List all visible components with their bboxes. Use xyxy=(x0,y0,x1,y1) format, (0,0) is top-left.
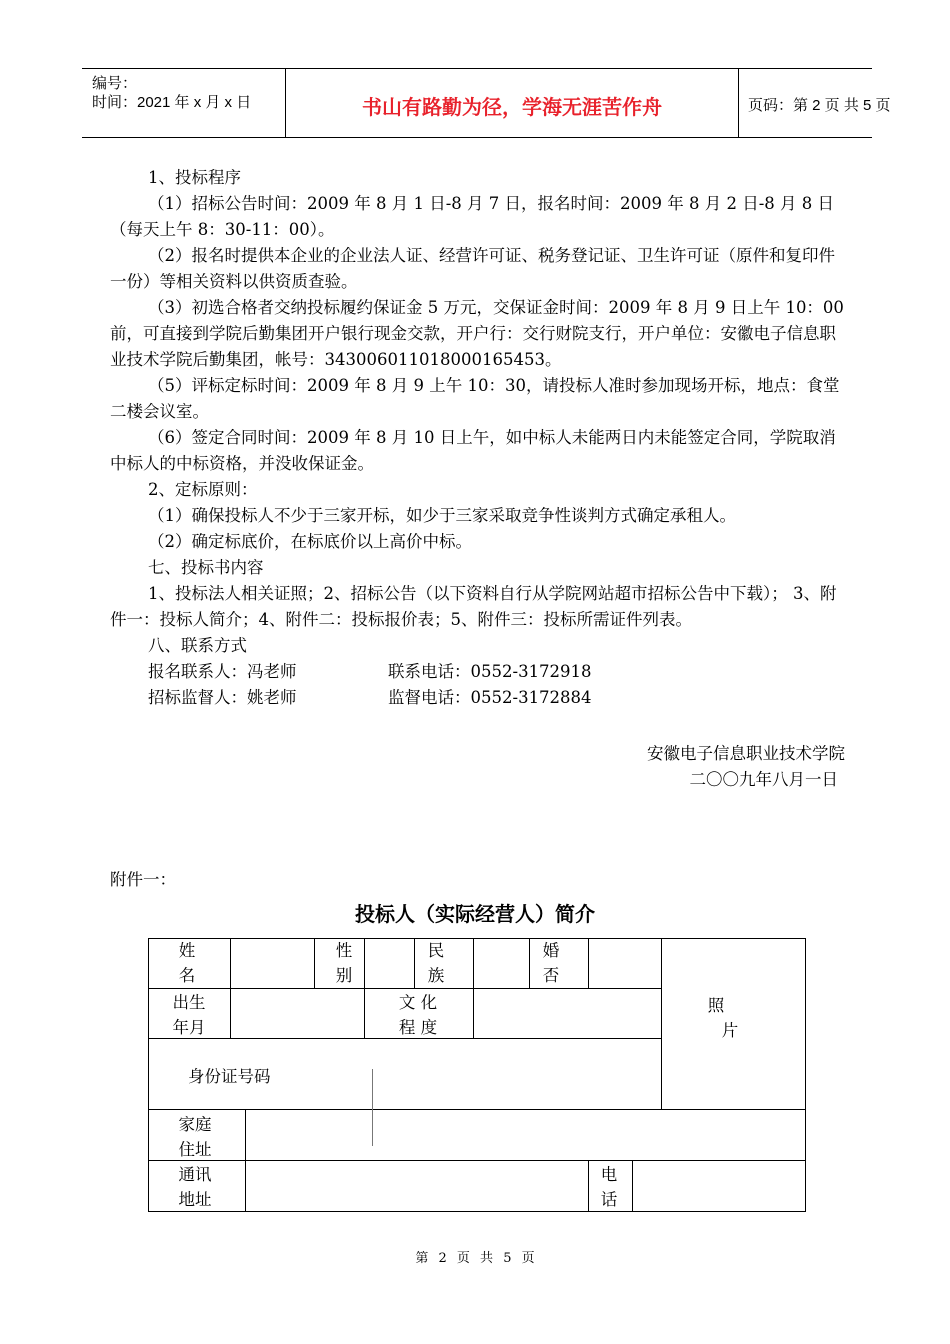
supervisor-name: 招标监督人：姚老师 xyxy=(148,688,297,707)
table-rule xyxy=(148,1109,806,1110)
table-rule xyxy=(245,1110,246,1212)
home-address-label: 家庭住址 xyxy=(178,1115,212,1159)
paragraph: （2）确定标底价，在标底价以上高价中标。 xyxy=(148,532,472,551)
photo-label-line1: 照 xyxy=(707,996,725,1015)
section-heading: 七、投标书内容 xyxy=(148,558,264,577)
table-rule xyxy=(588,1160,589,1212)
contact-row xyxy=(110,659,850,685)
table-rule xyxy=(661,938,662,1110)
number-label: 编号： xyxy=(92,75,138,92)
bidder-profile-table xyxy=(148,938,806,1212)
birth-label: 出生年月 xyxy=(172,993,206,1037)
marital-label: 婚否 xyxy=(542,941,560,985)
table-border xyxy=(148,938,149,1212)
name-label: 姓名 xyxy=(178,941,196,985)
table-rule xyxy=(230,938,231,1039)
header-meta xyxy=(82,69,285,137)
table-border xyxy=(148,938,806,939)
table-rule xyxy=(414,938,415,989)
motto: 书山有路勤为径，学海无涯苦作舟 xyxy=(362,97,662,119)
signature-date: 二〇〇九年八月一日 xyxy=(689,770,838,789)
document-body xyxy=(110,165,850,711)
paragraph: （1）确保投标人不少于三家开标，如少于三家采取竞争性谈判方式确定承租人。 xyxy=(148,506,736,525)
mail-address-label: 通讯地址 xyxy=(178,1165,212,1209)
table-border xyxy=(805,938,806,1212)
education-label-line1: 文 化 xyxy=(398,993,438,1012)
page-header xyxy=(82,68,891,138)
section-heading: 八、联系方式 xyxy=(148,636,247,655)
contact-phone: 联系电话：0552-3172918 xyxy=(388,662,592,681)
annex-label: 附件一： xyxy=(110,870,176,889)
page-info: 页码：第 2 页 共 5 页 xyxy=(748,97,891,114)
paragraph: （1）招标公告时间：2009 年 8 月 1 日-8 月 7 日，报名时间：2009 年 8 月 2 日-8 月 8 日（每天上午 8：30-11：00）。 xyxy=(110,194,835,239)
page-footer: 第 2 页 共 5 页 xyxy=(415,1251,535,1266)
phone-label: 电话 xyxy=(600,1165,618,1209)
supervisor-phone: 监督电话：0552-3172884 xyxy=(388,688,592,707)
table-rule xyxy=(148,988,661,989)
paragraph: （3）初选合格者交纳投标履约保证金 5 万元，交保证金时间：2009 年 8 月 9 日上午 10：00 前，可直接到学院后勤集团开户银行现金交款，开户行：交行财院支行，开户单位：安徽电子信息职业技术学院后勤集团，帐号：343006011018000165453。 xyxy=(110,298,844,369)
contact-name: 报名联系人：冯老师 xyxy=(148,662,297,681)
annex-title: 投标人（实际经营人）简介 xyxy=(355,904,595,926)
photo-label-line2: 片 xyxy=(721,1021,739,1040)
education-label-line2: 程 度 xyxy=(398,1018,438,1037)
table-rule xyxy=(314,938,315,989)
contact-row xyxy=(110,685,850,711)
table-rule xyxy=(473,938,474,1039)
paragraph: （2）报名时提供本企业的企业法人证、经营许可证、税务登记证、卫生许可证（原件和复印件一份）等相关资料以供资质查验。 xyxy=(110,246,835,291)
table-border xyxy=(148,1211,806,1212)
time-label: 时间：2021 年 x 月 x 日 xyxy=(92,94,252,111)
id-number-label: 身份证号码 xyxy=(188,1067,271,1086)
table-rule xyxy=(632,1160,633,1212)
paragraph: （6）签定合同时间：2009 年 8 月 10 日上午，如中标人未能两日内未能签定合同，学院取消中标人的中标资格，并没收保证金。 xyxy=(110,428,836,473)
header-motto-cell xyxy=(285,69,739,137)
table-rule xyxy=(588,938,589,989)
table-rule xyxy=(372,1069,373,1146)
gender-label: 性别 xyxy=(335,941,353,985)
signature-org: 安徽电子信息职业技术学院 xyxy=(647,744,845,763)
paragraph: （5）评标定标时间：2009 年 8 月 9 上午 10：30，请投标人准时参加现场开标，地点：食堂二楼会议室。 xyxy=(110,376,840,421)
table-rule xyxy=(529,938,530,989)
header-page-cell xyxy=(738,69,891,137)
ethnicity-label: 民族 xyxy=(427,941,445,985)
paragraph: 1、投标法人相关证照；2、招标公告（以下资料自行从学院网站超市招标公告中下载）； 3、附件一：投标人简介；4、附件二：投标报价表；5、附件三：投标所需证件列表。 xyxy=(110,584,837,629)
table-rule xyxy=(148,1160,806,1161)
table-rule xyxy=(364,938,365,1039)
section-heading: 1、投标程序 xyxy=(148,168,241,187)
section-heading: 2、定标原则： xyxy=(148,480,258,499)
